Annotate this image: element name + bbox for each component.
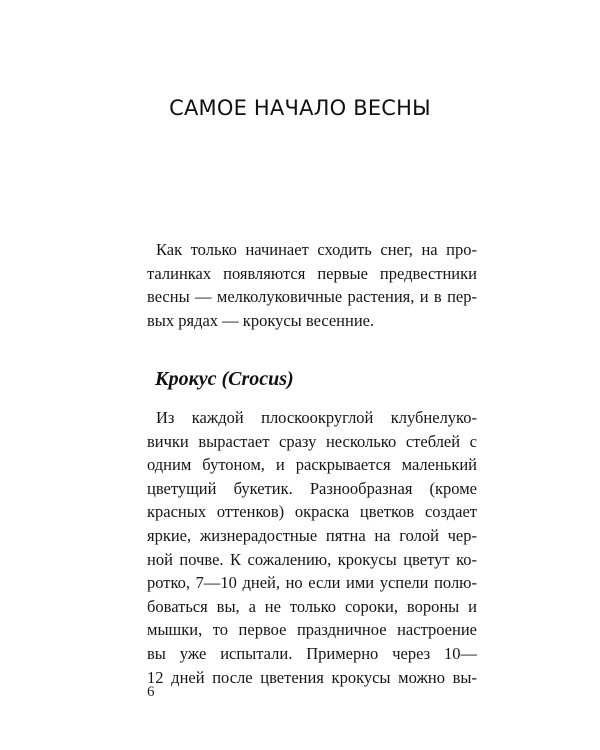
paragraph-line: мышки, то первое праздничное настроение xyxy=(147,620,477,640)
paragraph-line: 12 дней после цветения крокусы можно вы- xyxy=(147,667,477,687)
paragraph-line: красных оттенков) окраска цветков создает xyxy=(147,502,477,522)
paragraph-line: Из каждой плоскоокруглой клубнелуко- xyxy=(156,408,477,427)
chapter-title: САМОЕ НАЧАЛО ВЕСНЫ xyxy=(169,96,431,120)
paragraph-line: боваться вы, а не только сороки, вороны и xyxy=(147,596,477,616)
paragraph-line: ротко, 7—10 дней, но если ими успели полю- xyxy=(147,573,477,593)
paragraph-line: вы уже испытали. Примерно через 10— xyxy=(147,643,477,663)
section-heading: Крокус (Crocus) xyxy=(155,368,294,390)
intro-line: вых рядах — крокусы весенние. xyxy=(147,310,375,330)
intro-line: Как только начинает сходить снег, на про- xyxy=(156,240,477,259)
intro-line: талинках появляются первые предвестники xyxy=(147,263,477,283)
paragraph-line: вички вырастает сразу несколько стеблей с xyxy=(147,431,477,451)
page-number: 6 xyxy=(147,684,155,700)
section-paragraph xyxy=(147,406,477,689)
paragraph-line: яркие, жизнерадостные пятна на голой чер- xyxy=(147,525,477,545)
paragraph-line: одним бутоном, и раскрывается маленький xyxy=(147,455,477,475)
intro-paragraph xyxy=(147,238,477,332)
intro-line: весны — мелколуковичные растения, и в пер- xyxy=(147,287,477,307)
paragraph-line: ной почве. К сожалению, крокусы цветут ко- xyxy=(147,549,477,569)
paragraph-line: цветущий букетик. Разнообразная (кроме xyxy=(147,478,477,498)
